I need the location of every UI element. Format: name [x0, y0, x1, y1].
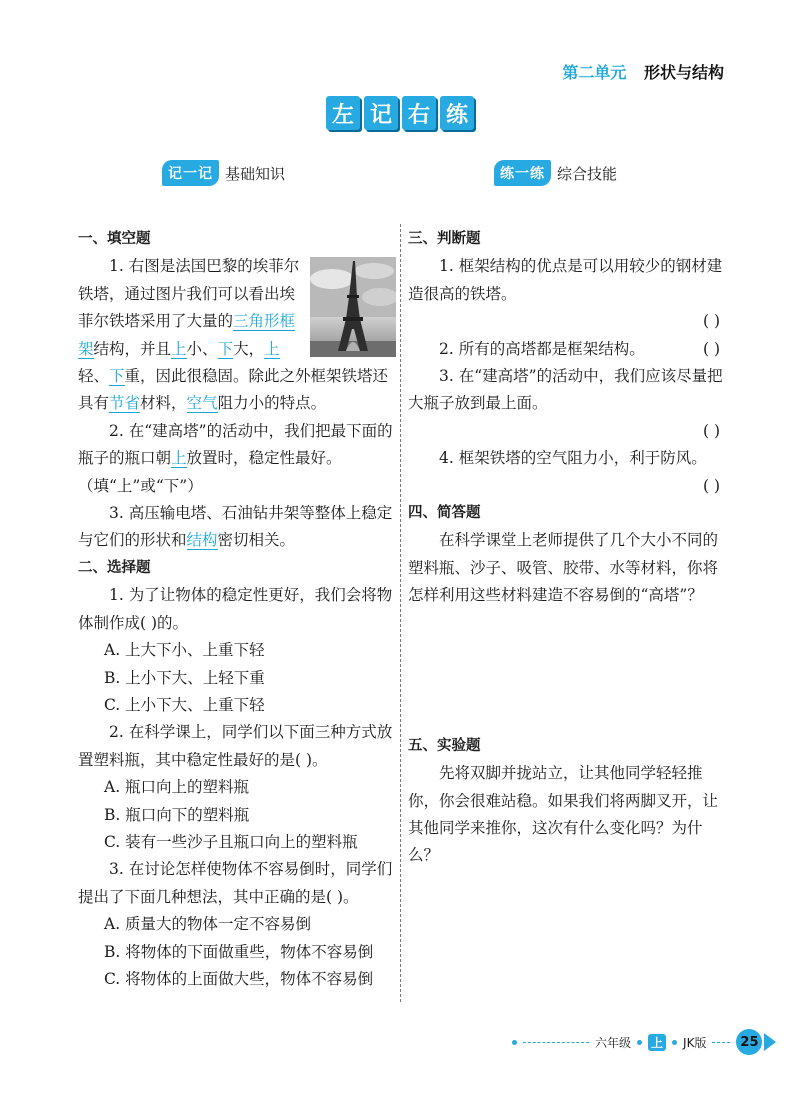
fill-blank-q2: 2. 在“建高塔”的活动中，我们把最下面的瓶子的瓶口朝上放置时，稳定性最好。（填“上”或“下”） — [78, 421, 393, 495]
fill-blank-heading: 一、填空题 — [78, 231, 151, 247]
choice-q3-stem: 3. 在讨论怎样使物体不容易倒时，同学们提出了下面几种想法，其中正确的是( )。 — [78, 860, 393, 906]
page-number: 25 — [736, 1029, 762, 1055]
page-footer — [512, 1029, 776, 1055]
answer-paren: ( ) — [702, 476, 720, 495]
right-column — [408, 226, 724, 870]
answer-text: 三角形框架 — [78, 312, 296, 358]
title-char: 左 — [326, 96, 360, 130]
experiment-heading: 五、实验题 — [408, 737, 481, 754]
answer-text: 上 — [171, 339, 187, 358]
fill-blank-q1: 1. 右图是法国巴黎的埃菲尔铁塔，通过图片我们可以看出埃菲尔铁塔采用了大量的三角形框架结构，并且上小、下大，上轻、下重，因此很稳固。除此之外框架铁塔还具有节省材料，空气阻力小的特点。 — [78, 257, 389, 413]
arrow-icon — [764, 1033, 776, 1051]
short-answer-question: 在科学课堂上老师提供了几个大小不同的塑料瓶、沙子、吸管、胶带、水等材料，你将怎样利用这些材料建造不容易倒的“高塔”？ — [408, 531, 719, 605]
choice-option: C. 上小下大、上重下轻 — [104, 695, 265, 714]
section-badge: 记一记 — [162, 160, 219, 186]
unit-number: 第二单元 — [562, 63, 627, 82]
judge-item: 3. 在“建高塔”的活动中，我们应该尽量把大瓶子放到最上面。 — [408, 367, 723, 413]
answer-text: 结构 — [186, 531, 218, 550]
judge-item: ( ) 2. 所有的高塔都是框架结构。 — [408, 336, 724, 363]
choice-q1-stem: 1. 为了让物体的稳定性更好，我们会将物体制作成( )的。 — [78, 586, 393, 632]
page-title — [0, 96, 800, 130]
title-char: 右 — [402, 96, 436, 130]
judge-item: 1. 框架结构的优点是可以用较少的钢材建造很高的铁塔。 — [408, 257, 723, 303]
choice-option: B. 瓶口向下的塑料瓶 — [104, 805, 250, 824]
choice-option: A. 质量大的物体一定不容易倒 — [104, 915, 312, 934]
footer-dot — [672, 1040, 677, 1045]
answer-text: 下 — [109, 367, 125, 386]
footer-grade: 六年级 — [595, 1035, 632, 1050]
answer-text: 上 — [171, 449, 187, 468]
section-label: 综合技能 — [557, 164, 618, 183]
judge-heading: 三、判断题 — [408, 231, 481, 247]
choice-option: B. 上小下大、上轻下重 — [104, 668, 265, 687]
judge-item: 4. 框架铁塔的空气阻力小，利于防风。 — [439, 449, 707, 468]
answer-text: 空气 — [186, 394, 218, 413]
short-answer-heading: 四、简答题 — [408, 505, 481, 522]
fill-blank-q3: 3. 高压输电塔、石油钻井架等整体上稳定与它们的形状和结构密切相关。 — [78, 504, 393, 550]
unit-title: 形状与结构 — [643, 63, 724, 82]
choice-option: C. 将物体的上面做大些，物体不容易倒 — [104, 969, 374, 988]
answer-text: 节省 — [109, 394, 141, 413]
footer-edition: JK版 — [683, 1035, 707, 1050]
column-divider — [400, 224, 401, 1002]
section-badge: 练一练 — [494, 160, 551, 186]
choice-option: A. 瓶口向上的塑料瓶 — [104, 778, 250, 797]
choice-option: C. 装有一些沙子且瓶口向上的塑料瓶 — [104, 832, 358, 851]
footer-dot — [637, 1040, 642, 1045]
eiffel-tower-photo — [310, 257, 396, 357]
choice-heading: 二、选择题 — [78, 559, 151, 576]
choice-option: B. 将物体的下面做重些，物体不容易倒 — [104, 942, 374, 961]
experiment-question: 先将双脚并拢站立，让其他同学轻轻推你，你会很难站稳。如果我们将两脚叉开，让其他同学来推你，这次有什么变化吗？为什么？ — [408, 764, 719, 865]
answer-text: 上 — [264, 339, 280, 358]
section-header-basic — [162, 160, 285, 186]
choice-q2-stem: 2. 在科学课上，同学们以下面三种方式放置塑料瓶，其中稳定性最好的是( )。 — [78, 723, 393, 769]
footer-dash — [712, 1042, 730, 1043]
answer-paren: ( ) — [702, 312, 720, 331]
answer-space — [408, 610, 724, 733]
title-char: 练 — [440, 96, 474, 130]
footer-dash — [523, 1042, 589, 1043]
answer-paren: ( ) — [702, 421, 720, 440]
section-label: 基础知识 — [225, 164, 286, 183]
section-header-skills — [494, 160, 617, 186]
left-column — [78, 226, 396, 993]
answer-text: 下 — [217, 339, 234, 358]
footer-dot — [512, 1040, 517, 1045]
title-char: 记 — [364, 96, 398, 130]
choice-option: A. 上大下小、上重下轻 — [104, 641, 265, 660]
unit-header — [562, 60, 724, 83]
footer-term: 上 — [648, 1034, 666, 1051]
answer-paren: ( ) — [702, 339, 720, 358]
